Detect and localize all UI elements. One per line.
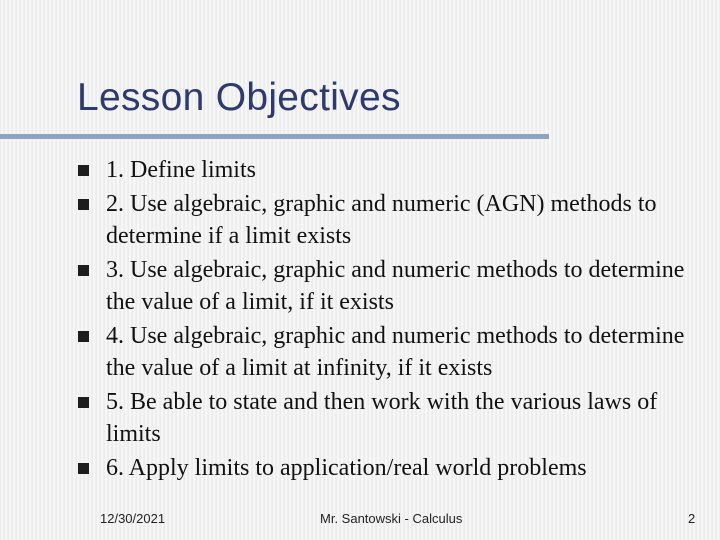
- list-item-text: 4. Use algebraic, graphic and numeric methods to determine the value of a limit at infinity, if it exists: [106, 323, 685, 381]
- list-item-text: 6. Apply limits to application/real world problems: [106, 455, 587, 481]
- footer-date: 12/30/2021: [100, 511, 166, 526]
- footer-author: Mr. Santowski - Calculus: [320, 511, 463, 526]
- list-item: [78, 320, 698, 384]
- list-item: [78, 254, 698, 318]
- list-item: [78, 188, 698, 252]
- square-bullet-icon: [78, 199, 89, 210]
- square-bullet-icon: [78, 331, 89, 342]
- list-item-text: 2. Use algebraic, graphic and numeric (AGN) methods to determine if a limit exists: [106, 191, 657, 249]
- list-item-text: 1. Define limits: [106, 157, 256, 183]
- list-item-text: 3. Use algebraic, graphic and numeric methods to determine the value of a limit, if it exists: [106, 257, 685, 315]
- list-item-text: 5. Be able to state and then work with the various laws of limits: [106, 389, 658, 447]
- page-number: 2: [688, 511, 696, 526]
- slide-title: Lesson Objectives: [77, 76, 401, 119]
- square-bullet-icon: [78, 397, 89, 408]
- list-item: [78, 154, 698, 186]
- square-bullet-icon: [78, 265, 89, 276]
- square-bullet-icon: [78, 165, 89, 176]
- title-underline: [0, 134, 549, 139]
- list-item: [78, 452, 698, 484]
- list-item: [78, 386, 698, 450]
- square-bullet-icon: [78, 463, 89, 474]
- objectives-list: [78, 154, 698, 486]
